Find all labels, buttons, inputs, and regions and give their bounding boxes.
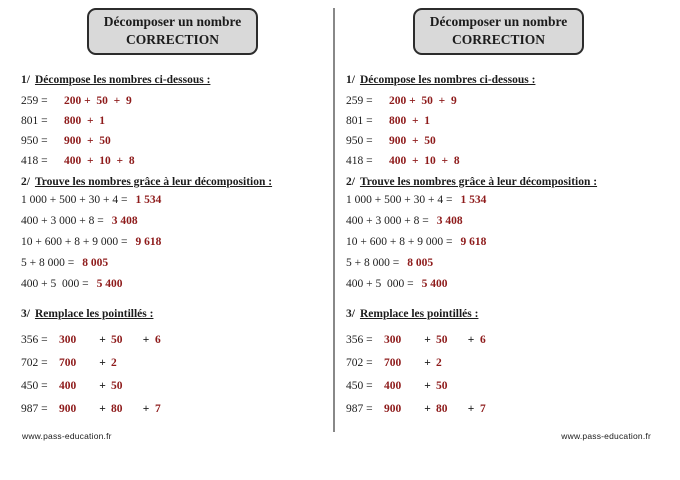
equation-lhs: 450 = <box>21 379 48 392</box>
equation-lhs: 987 = <box>21 402 48 415</box>
equation-row <box>21 357 324 380</box>
equation-lhs: 356 = <box>346 333 373 346</box>
answer-value: 400 + 10 + 8 <box>389 154 460 167</box>
answer-value: 3 408 <box>111 214 138 227</box>
answer-value: 9 618 <box>135 235 162 248</box>
plus-sign: + <box>142 402 150 415</box>
answer-value: 1 534 <box>460 193 487 206</box>
equation-row <box>21 236 324 257</box>
equation-lhs: 10 + 600 + 8 + 9 000 = <box>346 235 453 248</box>
equation-lhs: 450 = <box>346 379 373 392</box>
equation-row <box>346 236 651 257</box>
equation-lhs: 1 000 + 500 + 30 + 4 = <box>346 193 453 206</box>
equation-lhs: 356 = <box>21 333 48 346</box>
answer-value: 8 005 <box>407 256 434 269</box>
equation-lhs: 418 = <box>21 154 48 167</box>
equation-row <box>21 95 324 115</box>
equation-lhs: 418 = <box>346 154 373 167</box>
equation-lhs: 400 + 3 000 + 8 = <box>21 214 104 227</box>
exercise-rows <box>21 334 324 426</box>
plus-sign: + <box>424 356 431 369</box>
exercise-heading <box>21 308 324 323</box>
answer-term-value: 7 <box>155 402 161 415</box>
correction-label: CORRECTION <box>451 31 545 47</box>
heading-number: 3/ <box>346 307 355 320</box>
answer-term-value: 50 <box>111 333 123 346</box>
heading-text: Remplace les pointillés : <box>359 307 479 320</box>
plus-sign: + <box>99 333 106 346</box>
answer-value: 5 400 <box>421 277 448 290</box>
exercise-heading <box>346 176 651 191</box>
heading-text: Trouve les nombres grâce à leur décomposition : <box>359 175 598 188</box>
equation-lhs: 259 = <box>346 94 373 107</box>
heading-text: Décompose les nombres ci-dessous : <box>359 73 536 86</box>
answer-value: 900 + 50 <box>389 134 436 147</box>
equation-row <box>21 194 324 215</box>
equation-lhs: 702 = <box>21 356 48 369</box>
equation-row <box>346 357 651 380</box>
answer-term-value: 50 <box>111 379 123 392</box>
exercise-heading <box>21 74 324 89</box>
exercise-rows <box>346 194 651 299</box>
equation-row <box>21 257 324 278</box>
heading-number: 3/ <box>21 307 30 320</box>
answer-term-value: 300 <box>384 333 402 346</box>
answer-value: 3 408 <box>436 214 463 227</box>
heading-number: 1/ <box>346 73 355 86</box>
plus-sign: + <box>424 402 431 415</box>
answer-term-value: 6 <box>480 333 486 346</box>
equation-row <box>21 278 324 299</box>
exercise-rows <box>346 334 651 426</box>
answer-term-value: 700 <box>384 356 402 369</box>
equation-lhs: 1 000 + 500 + 30 + 4 = <box>21 193 128 206</box>
equation-lhs: 702 = <box>346 356 373 369</box>
answer-term-value: 900 <box>384 402 402 415</box>
answer-term-value: 2 <box>111 356 117 369</box>
equation-row <box>21 155 324 175</box>
answer-value: 200 + 50 + 9 <box>64 94 132 107</box>
worksheet-title: Décomposer un nombre <box>103 14 242 29</box>
equation-row <box>21 115 324 135</box>
exercise-heading <box>346 308 651 323</box>
answer-value: 1 534 <box>135 193 162 206</box>
heading-number: 2/ <box>346 175 355 188</box>
plus-sign: + <box>99 379 106 392</box>
equation-row <box>346 380 651 403</box>
answer-term-value: 2 <box>436 356 442 369</box>
equation-lhs: 950 = <box>21 134 48 147</box>
answer-value: 900 + 50 <box>64 134 111 147</box>
worksheet-title: Décomposer un nombre <box>429 14 568 29</box>
exercise-rows <box>346 95 651 175</box>
equation-row <box>346 194 651 215</box>
answer-value: 5 400 <box>96 277 123 290</box>
exercise-rows <box>21 95 324 175</box>
equation-lhs: 5 + 8 000 = <box>21 256 75 269</box>
equation-lhs: 987 = <box>346 402 373 415</box>
answer-term-value: 400 <box>384 379 402 392</box>
equation-lhs: 10 + 600 + 8 + 9 000 = <box>21 235 128 248</box>
answer-term-value: 6 <box>155 333 161 346</box>
equation-row <box>21 403 324 426</box>
answer-term-value: 400 <box>59 379 77 392</box>
equation-lhs: 801 = <box>346 114 373 127</box>
answer-term-value: 50 <box>436 379 448 392</box>
equation-row <box>21 135 324 155</box>
equation-row <box>346 95 651 115</box>
exercise-heading <box>346 74 651 89</box>
heading-number: 1/ <box>21 73 30 86</box>
equation-row <box>346 257 651 278</box>
equation-row <box>21 380 324 403</box>
answer-term-value: 80 <box>436 402 448 415</box>
equation-lhs: 400 + 3 000 + 8 = <box>346 214 429 227</box>
equation-lhs: 400 + 5 000 = <box>346 277 414 290</box>
answer-value: 800 + 1 <box>389 114 431 127</box>
equation-row <box>346 135 651 155</box>
title-box <box>413 8 585 55</box>
page-footer-url: www.pass-education.fr <box>561 431 651 441</box>
equation-lhs: 400 + 5 000 = <box>21 277 89 290</box>
heading-number: 2/ <box>21 175 30 188</box>
title-box <box>87 8 259 55</box>
exercise-rows <box>21 194 324 299</box>
answer-value: 800 + 1 <box>64 114 106 127</box>
equation-row <box>346 278 651 299</box>
heading-text: Décompose les nombres ci-dessous : <box>34 73 211 86</box>
answer-term-value: 900 <box>59 402 77 415</box>
plus-sign: + <box>467 333 475 346</box>
equation-lhs: 801 = <box>21 114 48 127</box>
answer-value: 200 + 50 + 9 <box>389 94 457 107</box>
answer-term-value: 300 <box>59 333 77 346</box>
equation-row <box>346 215 651 236</box>
plus-sign: + <box>467 402 475 415</box>
answer-term-value: 50 <box>436 333 448 346</box>
answer-value: 8 005 <box>82 256 109 269</box>
equation-row <box>346 155 651 175</box>
equation-row <box>21 334 324 357</box>
equation-row <box>346 334 651 357</box>
answer-term-value: 80 <box>111 402 123 415</box>
page-footer-url: www.pass-education.fr <box>22 431 112 441</box>
worksheet-column-right <box>346 0 651 480</box>
answer-value: 9 618 <box>460 235 487 248</box>
plus-sign: + <box>424 333 431 346</box>
worksheet-column-left <box>21 0 324 480</box>
plus-sign: + <box>99 402 106 415</box>
plus-sign: + <box>142 333 150 346</box>
equation-lhs: 259 = <box>21 94 48 107</box>
answer-term-value: 7 <box>480 402 486 415</box>
plus-sign: + <box>99 356 106 369</box>
answer-term-value: 700 <box>59 356 77 369</box>
equation-row <box>21 215 324 236</box>
equation-row <box>346 115 651 135</box>
equation-lhs: 950 = <box>346 134 373 147</box>
heading-text: Trouve les nombres grâce à leur décomposition : <box>34 175 273 188</box>
correction-label: CORRECTION <box>125 31 219 47</box>
exercise-heading <box>21 176 324 191</box>
column-divider <box>333 8 335 432</box>
answer-value: 400 + 10 + 8 <box>64 154 135 167</box>
equation-row <box>346 403 651 426</box>
equation-lhs: 5 + 8 000 = <box>346 256 400 269</box>
plus-sign: + <box>424 379 431 392</box>
heading-text: Remplace les pointillés : <box>34 307 154 320</box>
